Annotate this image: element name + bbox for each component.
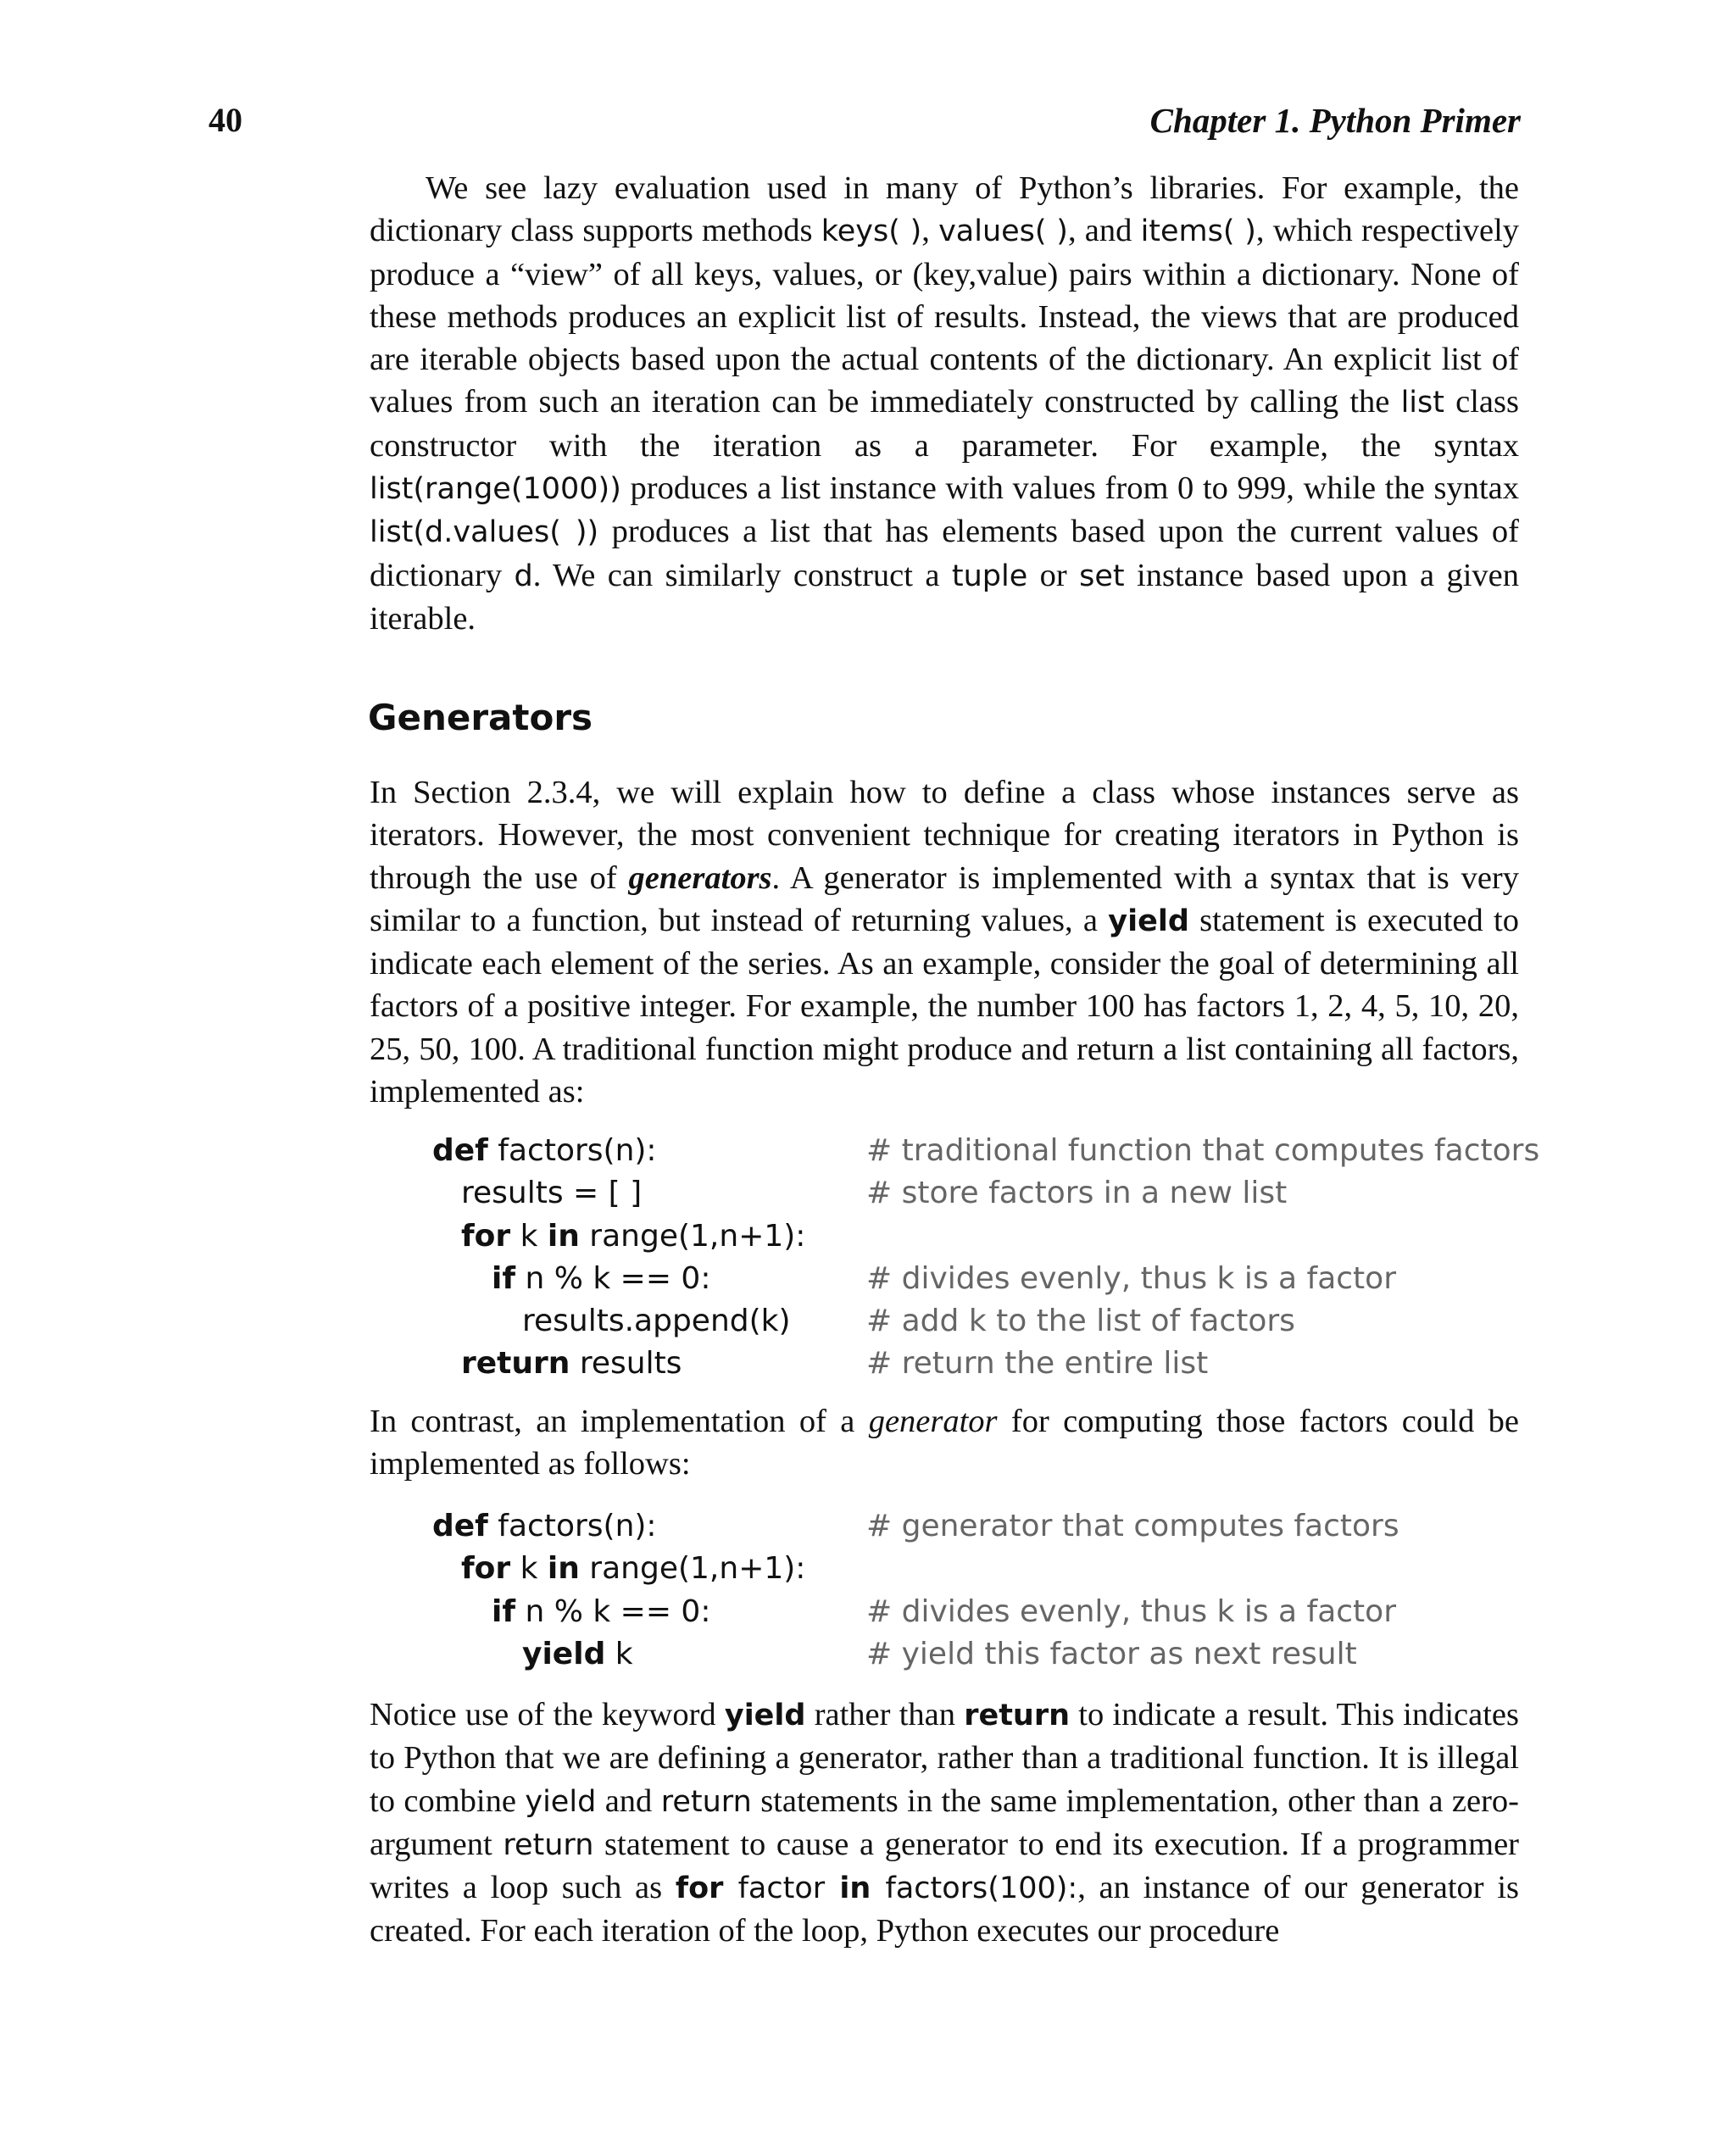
paragraph-generators-intro: In Section 2.3.4, we will explain how to define a class whose instances serve as iterators. However, the most convenient technique for creating iterators in Python is through the use of generators. A generator is implemented with a syntax that is very similar to a function, but instead of returning values, a yield statement is executed to indicate each element of the series. As an example, consider the goal of determining all factors of a positive integer. For example, the number 100 has factors 1, 2, 4, 5, 10, 20, 25, 50, 100. A traditional function might produce and return a list containing all factors, implemented as:	[370, 775, 1519, 1110]
inline-code: list(d.values( ))	[370, 515, 599, 550]
inline-code: keys( )	[821, 214, 922, 249]
running-head: Chapter 1. Python Primer	[1149, 101, 1521, 140]
code-comment: # generator that computes factors	[866, 1509, 1399, 1543]
page-number: 40	[209, 101, 242, 139]
inline-code: list(range(1000))	[370, 472, 621, 507]
code-comment: # store factors in a new list	[866, 1176, 1288, 1211]
code-line: for k in range(1,n+1):	[461, 1551, 806, 1587]
paragraph-yield-explanation: Notice use of the keyword yield rather than return to indicate a result. This indicates to Python that we are defining a generator, rather than a traditional function. It is illegal to combine yield and return statements in the same implementation, other than a zero-argument return statement to cause a generator to end its execution. If a programmer writes a loop such as for factor in factors(100):, an instance of our generator is created. For each iteration of the loop, Python executes our procedure	[370, 1697, 1519, 1949]
code-comment: # traditional function that computes factors	[866, 1133, 1540, 1168]
code-line: results = [ ] # store factors in a new list	[432, 1172, 1517, 1215]
inline-code: list	[1400, 386, 1444, 420]
inline-code: return	[660, 1784, 752, 1819]
code-listing-generator	[432, 1505, 1517, 1676]
code-line: yield k # yield this factor as next result	[432, 1633, 1517, 1676]
code-line: for k in range(1,n+1):	[461, 1218, 806, 1254]
code-line: results.append(k) # add k to the list of factors	[432, 1300, 1517, 1343]
inline-code: for factor in factors(100):	[675, 1871, 1078, 1906]
code-comment: # yield this factor as next result	[866, 1636, 1357, 1671]
keyword: return	[964, 1699, 1071, 1732]
code-line: def factors(n): # traditional function that computes factors	[432, 1130, 1517, 1172]
code-comment: # add k to the list of factors	[866, 1304, 1295, 1339]
inline-code: set	[1079, 559, 1125, 593]
inline-code: yield	[525, 1784, 597, 1819]
code-line: if n % k == 0: # divides evenly, thus k is a factor	[432, 1258, 1517, 1300]
emphasized-term: generator	[868, 1404, 998, 1439]
inline-code: items( )	[1140, 214, 1256, 249]
code-line: def factors(n): # generator that computes factors	[432, 1505, 1517, 1548]
code-comment: # return the entire list	[866, 1346, 1209, 1382]
section-heading: Generators	[368, 697, 593, 738]
inline-code: return	[503, 1827, 594, 1862]
inline-code: values( )	[938, 214, 1068, 249]
code-listing-traditional	[432, 1130, 1540, 1386]
code-line: return results # return the entire list	[432, 1343, 1517, 1385]
keyword: yield	[1108, 904, 1189, 938]
keyword: yield	[724, 1699, 806, 1732]
code-comment: # divides evenly, thus k is a factor	[866, 1593, 1396, 1629]
code-comment: # divides evenly, thus k is a factor	[866, 1260, 1396, 1296]
paragraph-generator-contrast: In contrast, an implementation of a generator for computing those factors could be implemented as follows:	[370, 1404, 1519, 1482]
code-line: if n % k == 0: # divides evenly, thus k is a factor	[432, 1591, 1517, 1633]
paragraph-lazy-evaluation: We see lazy evaluation used in many of Python’s libraries. For example, the dictionary class supports methods keys( ), values( ), and items( ), which respectively produce a “view” of all keys, values, or (key,value) pairs within a dictionary. None of these methods produces an explicit list of results. Instead, the views that are produced are iterable objects based upon the actual contents of the dictionary. An explicit list of values from such an iteration can be immediately constructed by calling the list class constructor with the iteration as a parameter. For example, the syntax list(range(1000)) produces a list instance with values from 0 to 999, while the syntax list(d.values( )) produces a list that has elements based upon the current values of dictionary d. We can similarly construct a tuple or set instance based upon a given iterable.	[370, 170, 1520, 637]
inline-code: tuple	[951, 559, 1028, 593]
inline-code: d	[514, 559, 533, 593]
emphasized-term: generators	[628, 859, 772, 896]
